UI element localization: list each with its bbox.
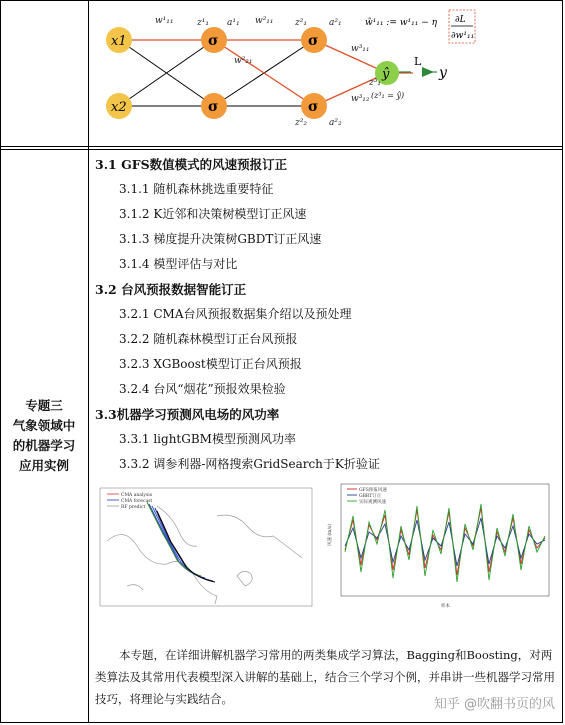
watermark: 知乎 @吹翻书页的风 bbox=[433, 697, 555, 712]
chart-xlabel: 样本 bbox=[441, 604, 450, 609]
sigma-1-2: σ bbox=[208, 99, 219, 115]
toc-section-3-2: 3.2 台风预报数据智能订正 bbox=[95, 282, 247, 297]
toc-item-3-2-3: 3.2.3 XGBoost模型订正台风预报 bbox=[119, 357, 302, 371]
target-label: y bbox=[439, 65, 447, 81]
svg-text:∂L: ∂L bbox=[455, 15, 466, 25]
sigma-1-1: σ bbox=[208, 33, 219, 49]
chart-legend-3: 实际观测风速 bbox=[359, 500, 386, 505]
map-legend-3: RF predict bbox=[121, 505, 146, 510]
topic-line-1: 专题三 bbox=[25, 398, 63, 413]
svg-text:∂w¹₁₁: ∂w¹₁₁ bbox=[451, 31, 475, 41]
loss-label: L bbox=[414, 55, 422, 68]
chart-legend-2: GBRT订正 bbox=[359, 494, 382, 499]
x2-label: x2 bbox=[111, 100, 127, 115]
sigma-2-2: σ bbox=[308, 99, 319, 115]
wind-speed-chart bbox=[323, 480, 553, 612]
toc-item-3-2-1: 3.2.1 CMA台风预报数据集介绍以及预处理 bbox=[119, 307, 352, 321]
toc-item-3-3-1: 3.3.1 lightGBM模型预测风功率 bbox=[119, 432, 296, 446]
output-note: (z³₁ = ŷ) bbox=[371, 91, 405, 100]
toc-item-3-1-3: 3.1.3 梯度提升决策树GBDT订正风速 bbox=[119, 232, 322, 246]
x1-label: x1 bbox=[111, 34, 127, 49]
chart-ylabel: 风速 (m/s) bbox=[328, 523, 333, 546]
weight-w12-3: w³₁₂ bbox=[351, 94, 370, 104]
map-legend-1: CMA analysis bbox=[121, 493, 153, 498]
topic-title bbox=[0, 396, 88, 476]
weight-w21-2: w²₂₁ bbox=[234, 56, 253, 66]
a1-2-label: a²₁ bbox=[329, 18, 342, 28]
toc-section-3-3: 3.3机器学习预测风电场的风功率 bbox=[95, 407, 280, 422]
toc-item-3-1-4: 3.1.4 模型评估与对比 bbox=[119, 257, 238, 271]
toc-section-3-1: 3.1 GFS数值模式的风速预报订正 bbox=[95, 157, 288, 172]
update-rule bbox=[365, 10, 475, 43]
weight-w11-3: w³₁₁ bbox=[351, 44, 370, 54]
toc-item-3-3-2: 3.3.2 调参利器-网格搜索GridSearch于K折验证 bbox=[119, 457, 380, 471]
toc-list bbox=[95, 152, 555, 477]
output-label: ŷ bbox=[382, 67, 390, 82]
a1-1-label: a¹₁ bbox=[227, 18, 240, 28]
row-divider-double bbox=[0, 149, 563, 150]
map-legend-2: CMA forecast bbox=[121, 499, 153, 504]
toc-item-3-1-1: 3.1.1 随机森林挑选重要特征 bbox=[119, 182, 274, 196]
svg-text:ŵ¹₁₁ := w¹₁₁ − η: ŵ¹₁₁ := w¹₁₁ − η bbox=[365, 18, 438, 28]
toc-item-3-2-2: 3.2.2 随机森林模型订正台风预报 bbox=[119, 332, 298, 346]
z1-1-label: z¹₁ bbox=[197, 18, 209, 28]
toc-item-3-1-2: 3.1.2 K近邻和决策树模型订正风速 bbox=[119, 207, 307, 221]
toc-item-3-2-4: 3.2.4 台风“烟花”预报效果检验 bbox=[119, 382, 286, 396]
neural-network-diagram bbox=[89, 1, 563, 146]
weight-w11-1: w¹₁₁ bbox=[155, 16, 174, 26]
sigma-2-1: σ bbox=[308, 33, 319, 49]
z1-3-label: z³₁ bbox=[369, 78, 381, 88]
chart-legend-1: GFS预报风速 bbox=[359, 488, 387, 493]
typhoon-track-map bbox=[97, 486, 315, 612]
paragraph-text: 本专题，在详细讲解机器学习常用的两类集成学习算法，Bagging和Boosting，对两类算法及其常用代表模型深入讲解的基础上，结合三个学习个例，并串讲一些机器学习常用技巧，将理论与实践结合。 bbox=[95, 648, 555, 706]
a2-2-label: a²₂ bbox=[329, 118, 342, 128]
z1-2-label: z²₁ bbox=[295, 18, 307, 28]
topic-line-3: 的机器学习 bbox=[12, 438, 76, 453]
z2-2-label: z²₂ bbox=[295, 118, 307, 128]
topic-line-2: 气象领域中 bbox=[12, 418, 76, 433]
weight-w11-2: w²₁₁ bbox=[255, 16, 274, 26]
topic-line-4: 应用实例 bbox=[18, 458, 69, 473]
row-divider bbox=[0, 146, 563, 147]
